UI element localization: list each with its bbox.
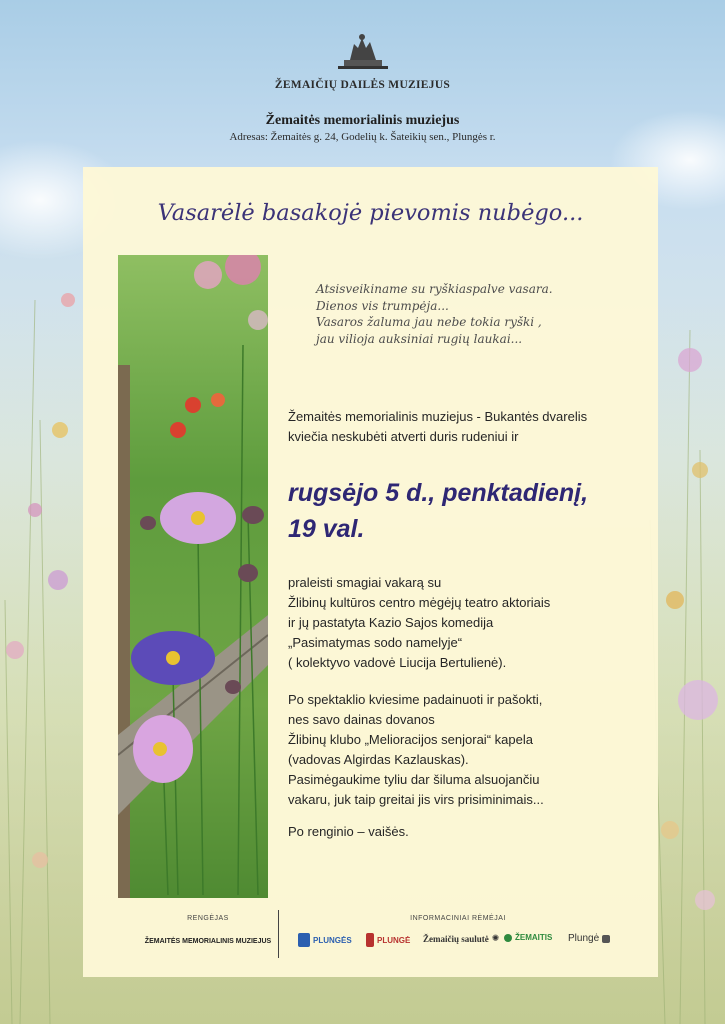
poem-line: Dienos vis trumpėja... [316, 298, 449, 313]
details-line: Pasimėgaukime tyliu dar šiluma alsuojančiu [288, 772, 540, 787]
details-line: nes savo dainas dovanos [288, 712, 435, 727]
sun-icon: ✺ [491, 933, 500, 943]
shield-icon [298, 933, 310, 947]
footer [83, 905, 658, 977]
leaf-icon [504, 934, 512, 942]
sponsor-logo [504, 933, 552, 942]
cosmos-flower-pink-lower [133, 715, 193, 783]
details-line: (vadovas Algirdas Kazlauskas). [288, 752, 469, 767]
cosmos-flowers-photo [118, 255, 268, 898]
sponsor-logos [298, 933, 633, 955]
details-line: praleisti smagiai vakarą su [288, 575, 442, 590]
header [0, 30, 725, 143]
sponsors-label: INFORMACINIAI RĖMĖJAI [410, 915, 506, 922]
footer-divider [278, 910, 279, 958]
details-line: vakaru, juk taip greitai jis virs prisiminimais... [288, 792, 544, 807]
organizer-label: RENGĖJAS [187, 915, 229, 922]
intro-line: Žemaitės memorialinis muziejus - Bukantės dvarelis [288, 409, 588, 424]
intro-line: kviečia neskubėti atverti duris rudeniui ir [288, 429, 519, 444]
details-line: ( kolektyvo vadovė Liucija Bertulienė). [288, 655, 507, 670]
sponsor-name: PLUNGĖ [377, 935, 411, 945]
event-details [288, 573, 550, 842]
sponsor-name: Plungė [568, 933, 600, 944]
square-icon [602, 935, 610, 943]
details-line: Žlibinų klubo „Melioracijos senjorai“ kapela [288, 732, 533, 747]
event-date-time: 19 val. [288, 515, 365, 543]
sponsor-logo [366, 933, 410, 947]
poem-line: jau vilioja auksiniai rugių laukai... [316, 331, 523, 346]
poem-line: Atsisveikiname su ryškiaspalve vasara. [316, 282, 553, 296]
sponsor-logo [568, 933, 610, 944]
poem-line: Vasaros žaluma jau nebe tokia ryški , [316, 315, 542, 329]
badge-icon [366, 933, 374, 947]
intro-text [288, 407, 587, 447]
poster-card [83, 167, 658, 977]
details-line: ir jų pastatyta Kazio Sajos komedija [288, 615, 494, 630]
poster-title: Vasarėlė basakojė pievomis nubėgo... [157, 200, 584, 226]
details-line: „Pasimatymas sodo namelyje“ [288, 635, 463, 650]
details-line: Po spektaklio kviesime padainuoti ir pašokti, [288, 692, 543, 707]
sponsor-name: ŽEMAITIS [515, 933, 553, 942]
museum-name: Žemaitės memorialinis muziejus [265, 113, 460, 128]
event-date-day: rugsėjo 5 d., penktadienį, [288, 479, 589, 507]
event-date [288, 475, 588, 547]
sponsor-name: Žemaičių saulutė [423, 933, 489, 944]
cosmos-flower-pink [160, 492, 236, 544]
sponsor-name: PLUNGĖS [313, 935, 352, 945]
refreshments-note: Po renginio – vaišės. [288, 824, 409, 839]
details-line: Žlibinų kultūros centro mėgėjų teatro aktoriais [288, 595, 551, 610]
organizer-name: ŽEMAITĖS MEMORIALINIS MUZIEJUS [144, 938, 272, 945]
poem [316, 281, 553, 347]
logo-text: ŽEMAIČIŲ DAILĖS MUZIEJUS [274, 79, 451, 91]
cosmos-flower-purple [131, 631, 215, 685]
sponsor-logo [298, 933, 352, 947]
sponsor-logo [423, 933, 499, 944]
address: Adresas: Žemaitės g. 24, Godelių k. Šateikių sen., Plungės r. [229, 131, 496, 143]
museum-logo-icon [328, 30, 398, 74]
